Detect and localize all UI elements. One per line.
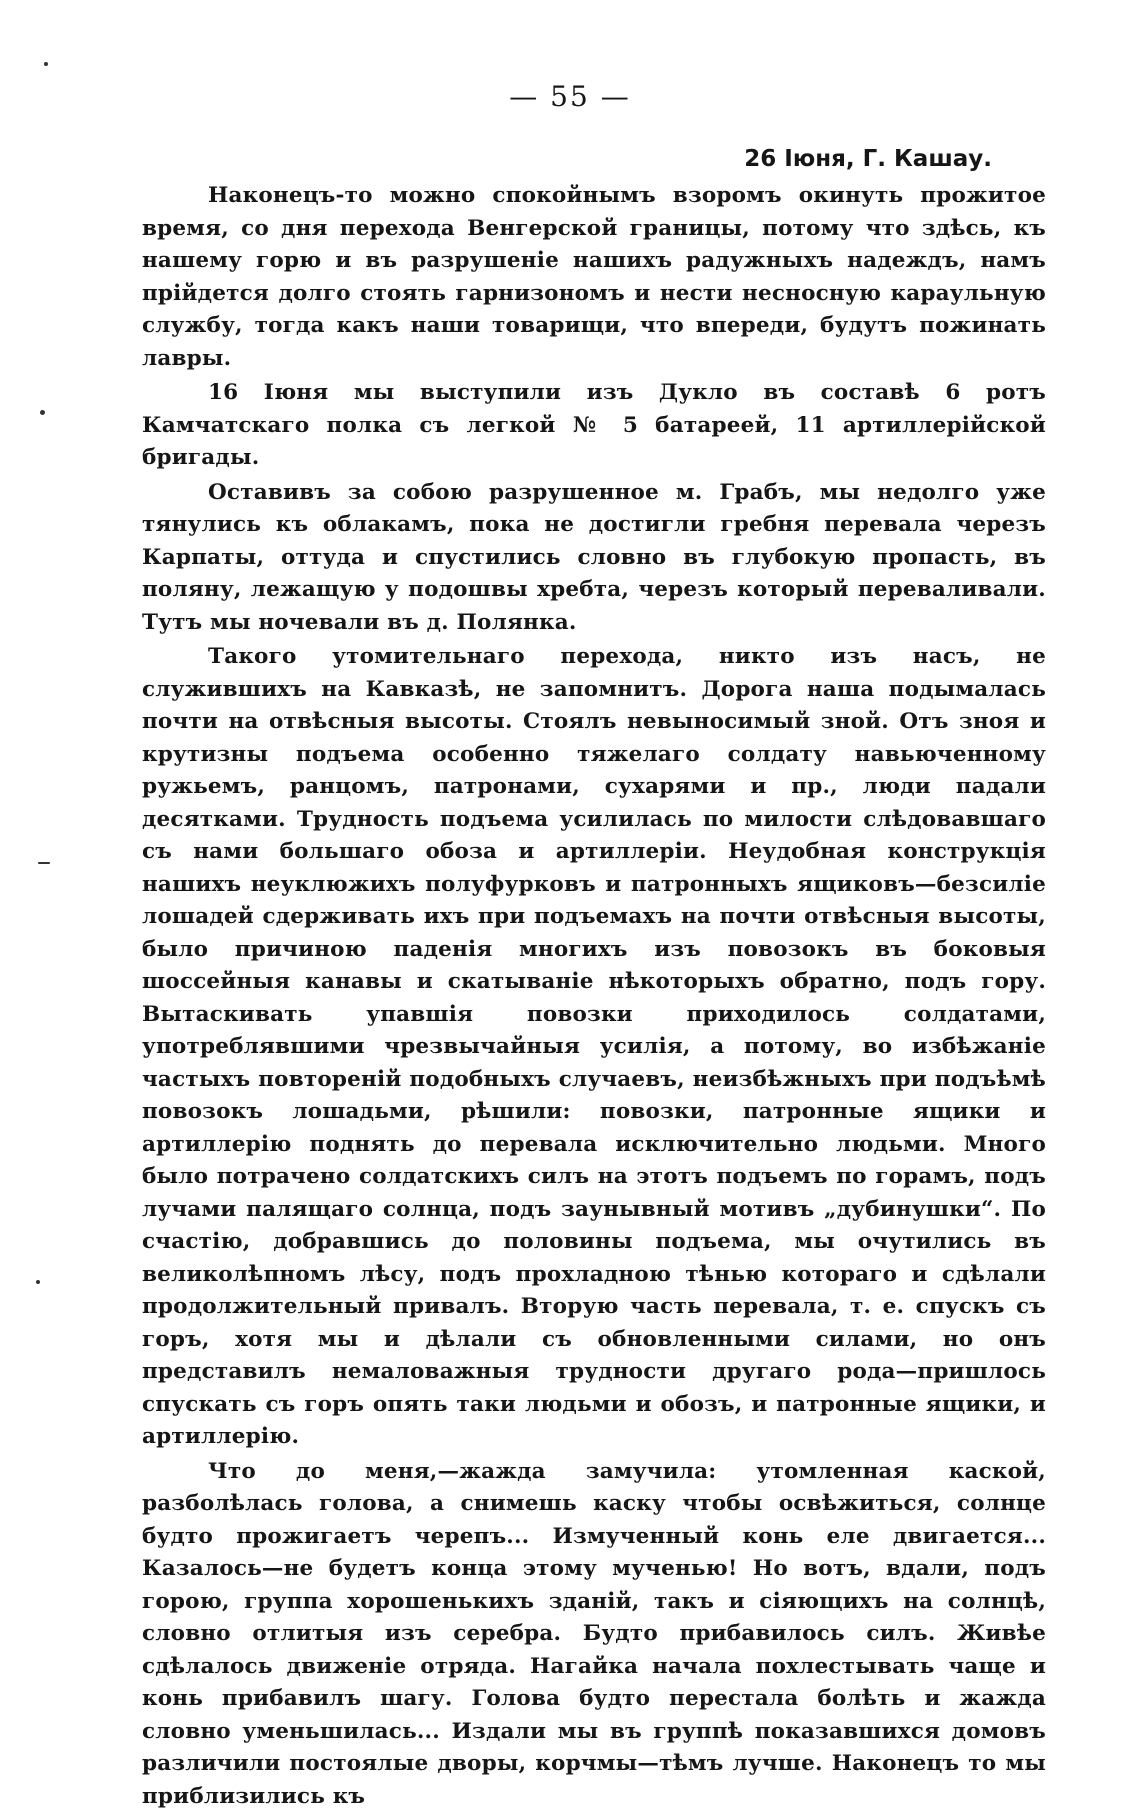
paragraph-5: Что до меня,—жажда замучила: утомленная каской, разболѣлась голова, а снимешь каску чтобы освѣжиться, солнце будто прожигаетъ черепъ... Измученный конь еле двигается... Казалось—не будетъ конца этому мученью! Но вотъ, вдали, подъ горою, группа хорошенькихъ зданій, такъ и сіяющихъ на солнцѣ, словно отлитыя изъ серебра. Будто прибавилось силъ. Живѣе сдѣлалось движеніе отряда. Нагайка начала похлестывать чаще и конь прибавилъ шагу. Голова будто перестала болѣть и жажда словно уменьшилась... Издали мы въ группѣ показавшихся домовъ различили постоялые дворы, корчмы—тѣмъ лучше. Наконецъ то мы приблизились къ xyxy=(142,1456,1046,1813)
scan-speck xyxy=(40,410,45,415)
paragraph-4: Такого утомительнаго перехода, никто изъ насъ, не служившихъ на Кавказѣ, не запомнитъ. Дорога наша подымалась почти на отвѣсныя высоты. Стоялъ невыносимый зной. Отъ зноя и крутизны подъема особенно тяжелаго солдату навьюченному ружьемъ, ранцомъ, патронами, сухарями и пр., люди падали десятками. Трудность подъема усилилась по милости слѣдовавшаго съ нами большаго обоза и артиллеріи. Неудобная конструкція нашихъ неуклюжихъ полуфурковъ и патронныхъ ящиковъ—безсиліе лошадей сдерживать ихъ при подъемахъ на почти отвѣсныя высоты, было причиною паденія многихъ изъ повозокъ въ боковыя шоссейныя канавы и скатываніе нѣкоторыхъ обратно, подъ гору. Вытаскивать упавшія повозки приходилось солдатами, употреблявшими чрезвычайныя усилія, а потому, во избѣжаніе частыхъ повтореній подобныхъ случаевъ, неизбѣжныхъ при подъѣмѣ повозокъ лошадьми, рѣшили: повозки, патронные ящики и артиллерію поднять до перевала исключительно людьми. Много было потрачено солдатскихъ силъ на этотъ подъемъ по горамъ, подъ лучами палящаго солнца, подъ заунывный мотивъ „дубинушки“. По счастію, добравшись до половины подъема, мы очутились въ великолѣпномъ лѣсу, подъ прохладною тѣнью котораго и сдѣлали продолжительный привалъ. Вторую часть перевала, т. е. спускъ съ горъ, хотя мы и дѣлали съ обновленными силами, но онъ представилъ немаловажныя трудности другаго рода—пришлось спускать съ горъ опять таки людьми и обозъ, и патронные ящики, и артиллерію. xyxy=(142,641,1046,1454)
paragraph-3: Оставивъ за собою разрушенное м. Грабъ, мы недолго уже тянулись къ облакамъ, пока не достигли гребня перевала черезъ Карпаты, оттуда и спустились словно въ глубокую пропасть, въ поляну, лежащую у подошвы хребта, черезъ который переваливали. Тутъ мы ночевали въ д. Полянка. xyxy=(142,477,1046,640)
scan-speck xyxy=(38,862,50,864)
page-number: — 55 — xyxy=(0,80,1140,113)
dateline: 26 Іюня, Г. Кашау. xyxy=(744,146,992,172)
scan-speck xyxy=(44,62,48,66)
paragraph-1: Наконецъ-то можно спокойнымъ взоромъ окинуть прожитое время, со дня перехода Венгерской границы, потому что здѣсь, къ нашему горю и въ разрушеніе нашихъ радужныхъ надеждъ, намъ прійдется долго стоять гарнизономъ и нести несносную караульную службу, тогда какъ наши товарищи, что впереди, будутъ пожинать лавры. xyxy=(142,180,1046,375)
body-text xyxy=(142,180,1046,1813)
scan-speck xyxy=(36,1280,40,1284)
paragraph-2: 16 Іюня мы выступили изъ Дукло въ составѣ 6 ротъ Камчатскаго полка съ легкой № 5 батареей, 11 артиллерійской бригады. xyxy=(142,377,1046,475)
